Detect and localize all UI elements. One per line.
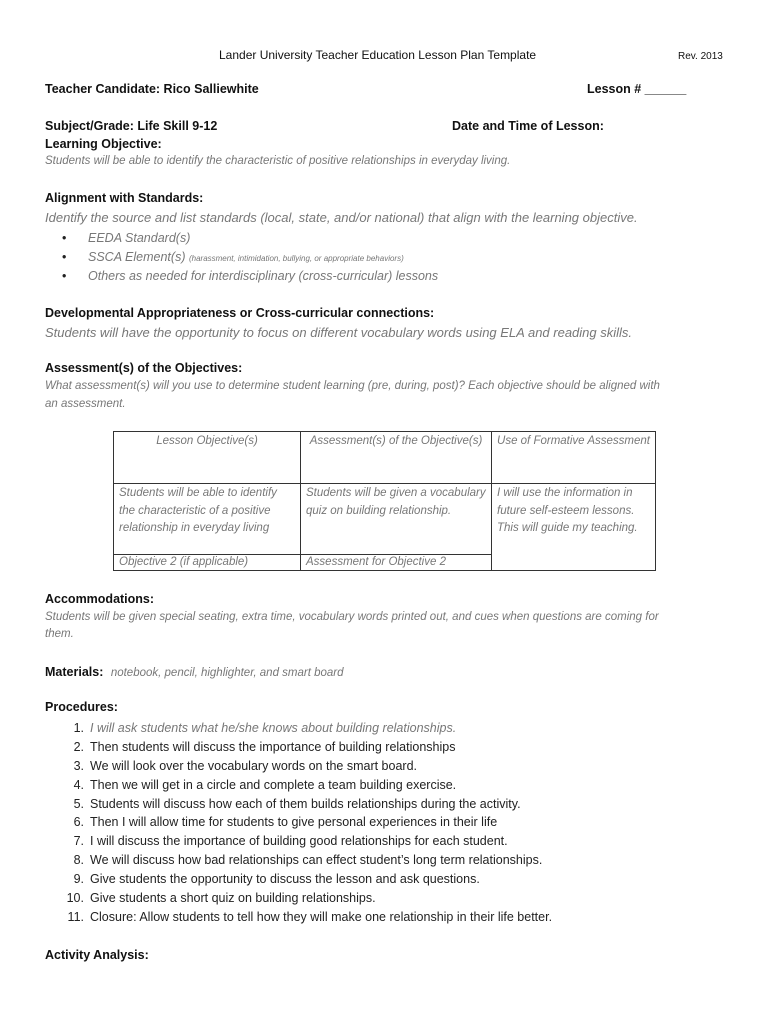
objectives-table <box>113 431 656 571</box>
list-item: 4. Then we will get in a circle and complete a team building exercise. <box>73 777 457 792</box>
materials-heading: Materials: <box>45 665 104 679</box>
revision-label: Rev. 2013 <box>678 51 723 62</box>
learning-objective-heading: Learning Objective: <box>45 137 162 151</box>
cell-formative-use: I will use the information in future self-esteem lessons. This will guide my teaching. <box>492 484 656 571</box>
header-lesson-objectives: Lesson Objective(s) <box>114 432 301 484</box>
list-item: 10. Give students a short quiz on building relationships. <box>66 891 376 906</box>
accommodations-heading: Accommodations: <box>45 592 155 606</box>
assessment-text-line1: What assessment(s) will you use to determine student learning (pre, during, post)? Each objective should be aligned with <box>45 380 660 392</box>
procedures-list <box>58 719 552 927</box>
standards-heading: Alignment with Standards: <box>45 191 204 205</box>
list-item: • Others as needed for interdisciplinary (cross-curricular) lessons <box>62 267 438 286</box>
standards-list <box>62 229 438 286</box>
bullet-icon: • <box>62 269 67 283</box>
list-item: • EEDA Standard(s) <box>62 229 438 248</box>
activity-analysis-heading: Activity Analysis: <box>45 948 149 962</box>
list-item: 11. Closure: Allow students to tell how they will make one relationship in their life better. <box>67 909 553 924</box>
list-item: 6. Then I will allow time for students to give personal experiences in their life <box>73 815 498 830</box>
date-time-label: Date and Time of Lesson: <box>452 119 604 133</box>
list-item: 7. I will discuss the importance of building good relationships for each student. <box>73 834 508 849</box>
learning-objective-text: Students will be able to identify the characteristic of positive relationships in everyday living. <box>45 155 511 167</box>
developmental-heading: Developmental Appropriateness or Cross-curricular connections: <box>45 306 435 320</box>
assessment-heading: Assessment(s) of the Objectives: <box>45 361 243 375</box>
header-assessments: Assessment(s) of the Objective(s) <box>301 432 492 484</box>
bullet-icon: • <box>62 231 67 245</box>
teacher-candidate: Teacher Candidate: Rico Salliewhite <box>45 82 259 96</box>
materials-text: notebook, pencil, highlighter, and smart board <box>110 667 344 679</box>
list-item: 2. Then students will discuss the importance of building relationships <box>73 739 456 754</box>
cell-assessment-1: Students will be given a vocabulary quiz on building relationship. <box>301 484 492 555</box>
assessment-text-line2: an assessment. <box>45 398 126 410</box>
table-row <box>114 484 656 555</box>
developmental-text: Students will have the opportunity to focus on different vocabulary words using ELA and reading skills. <box>45 325 633 340</box>
accommodations-text-line2: them. <box>45 628 74 640</box>
procedures-heading: Procedures: <box>45 700 118 714</box>
document-title: Lander University Teacher Education Lesson Plan Template <box>219 48 537 62</box>
materials-line <box>45 663 344 681</box>
cell-objective-2: Objective 2 (if applicable) <box>114 555 301 571</box>
list-item: 3. We will look over the vocabulary words on the smart board. <box>73 758 418 773</box>
standards-intro: Identify the source and list standards (local, state, and/or national) that align with the learning objective. <box>45 210 638 225</box>
list-item: 5. Students will discuss how each of them builds relationships during the activity. <box>73 796 521 811</box>
ssca-note: (harassment, intimidation, bullying, or appropriate behaviors) <box>188 254 404 263</box>
list-item: • SSCA Element(s) (harassment, intimidation, bullying, or appropriate behaviors) <box>62 248 438 267</box>
subject-grade: Subject/Grade: Life Skill 9-12 <box>45 119 218 133</box>
accommodations-text-line1: Students will be given special seating, extra time, vocabulary words printed out, and cues when questions are coming for <box>45 611 659 623</box>
cell-assessment-2: Assessment for Objective 2 <box>301 555 492 571</box>
list-item: 8. We will discuss how bad relationships can effect student’s long term relationships. <box>73 853 543 868</box>
cell-objective-1: Students will be able to identify the characteristic of a positive relationship in everyday living <box>114 484 301 555</box>
list-item: 1. I will ask students what he/she knows about building relationships. <box>73 721 457 735</box>
header-formative-use: Use of Formative Assessment <box>492 432 656 484</box>
list-item: 9. Give students the opportunity to discuss the lesson and ask questions. <box>73 872 480 887</box>
lesson-number: Lesson # ______ <box>587 82 687 96</box>
bullet-icon: • <box>62 250 67 264</box>
table-header-row <box>114 432 656 484</box>
